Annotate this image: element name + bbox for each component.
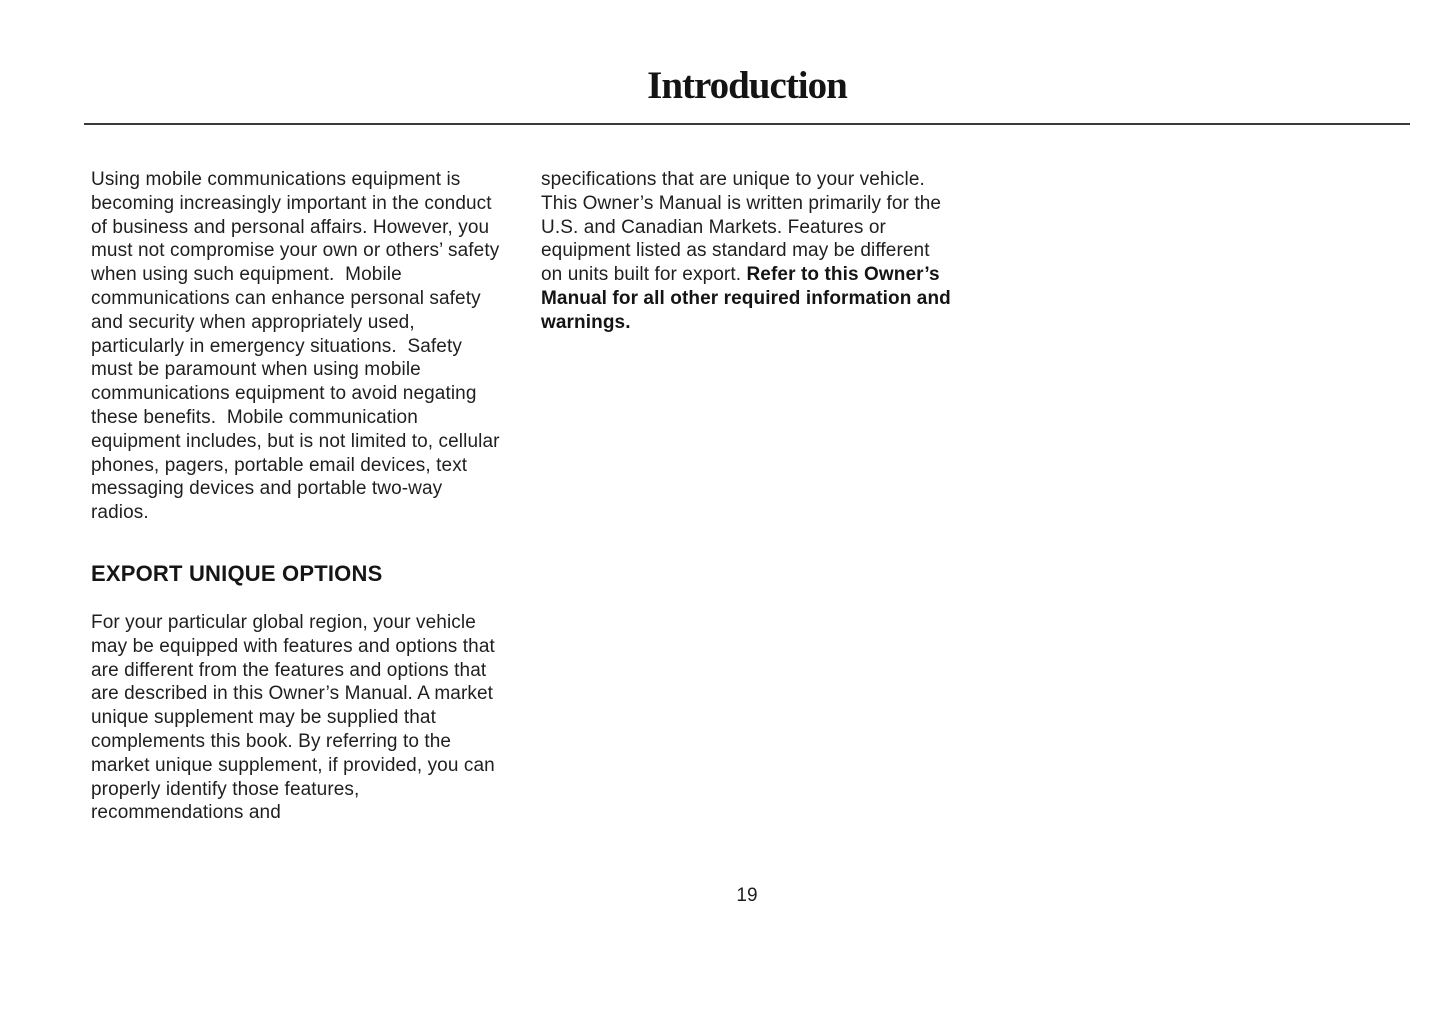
column-right-empty	[991, 168, 1401, 825]
content-columns	[91, 168, 1401, 825]
section-heading-export-unique-options: EXPORT UNIQUE OPTIONS	[91, 560, 383, 586]
column-left	[91, 168, 505, 825]
paragraph-specifications-bold-text: Refer to this Owner’s Manual for all other required information and warnings.	[541, 264, 957, 333]
paragraph-export-options: For your particular global region, your vehicle may be equipped with features and options that are different from the features and options that are described in this Owner’s Manual. A market unique supplement may be supplied that complements this book. By referring to the market unique supplement, if provided, you can properly identify those features, recommendations and	[91, 611, 501, 824]
header-divider	[84, 123, 1410, 125]
column-middle	[541, 168, 957, 825]
paragraph-mobile-communications: Using mobile communications equipment is becoming increasingly important in the conduct of business and personal affairs. However, you must not compromise your own or others’ safety when using such equipment. Mobile communications can enhance personal safety and security when appropriately used, particularly in emergency situations. Safety must be paramount when using mobile communications equipment to avoid negating these benefits. Mobile communication equipment includes, but is not limited to, cellular phones, pagers, portable email devices, text messaging devices and portable two-way radios.	[91, 169, 505, 524]
paragraph-specifications-normal-text: specifications that are unique to your vehicle. This Owner’s Manual is written primarily for the U.S. and Canadian Markets. Features or equipment listed as standard may be different on units built for export.	[541, 169, 947, 286]
paragraph-specifications	[541, 168, 957, 335]
page-number: 19	[736, 885, 758, 906]
page-title: Introduction	[647, 64, 847, 107]
